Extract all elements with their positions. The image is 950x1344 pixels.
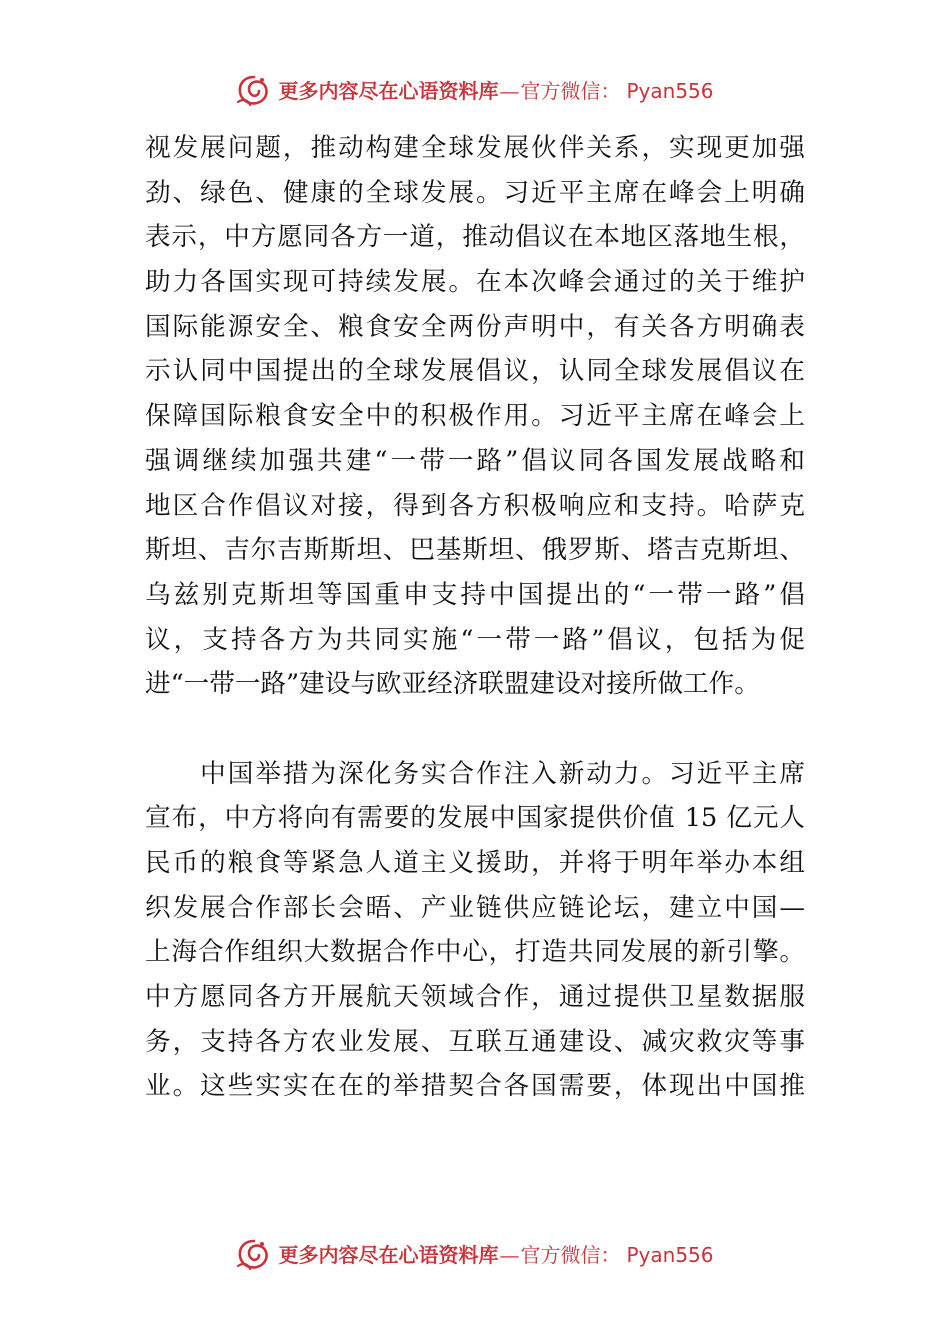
text-line: 表示，中方愿同各方一道，推动倡议在本地区落地生根， [145,222,805,253]
text-line: 务，支持各方农业发展、互联互通建设、减灾救灾等事 [145,1026,805,1057]
text-line: 示认同中国提出的全球发展倡议，认同全球发展倡议在 [145,356,805,387]
text-line: 保障国际粮食安全中的积极作用。习近平主席在峰会上 [145,401,805,432]
watermark-dash: — [499,1243,520,1267]
text-line: 地区合作倡议对接，得到各方积极响应和支持。哈萨克 [145,490,805,521]
text-line: 织发展合作部长会晤、产业链供应链论坛，建立中国— [145,892,805,923]
text-line: 斯坦、吉尔吉斯斯坦、巴基斯坦、俄罗斯、塔吉克斯坦、 [145,535,805,566]
text-line: 进“一带一路”建设与欧亚经济联盟建设对接所做工作。 [145,669,760,700]
text-line: 上海合作组织大数据合作中心，打造共同发展的新引擎。 [145,937,805,968]
watermark-label: 官方微信： [520,79,621,103]
footer-watermark [0,1238,950,1272]
text-line: 强调继续加强共建“一带一路”倡议同各国发展战略和 [145,445,805,476]
text-line: 助力各国实现可持续发展。在本次峰会通过的关于维护 [145,267,805,298]
watermark-label: 官方微信： [520,1243,621,1267]
text-line: 业。这些实实在在的举措契合各国需要，体现出中国推 [145,1071,805,1102]
text-line: 中国举措为深化务实合作注入新动力。习近平主席 [145,758,805,789]
text-line: 国际能源安全、粮食安全两份声明中，有关各方明确表 [145,311,805,342]
text-line: 劲、绿色、健康的全球发展。习近平主席在峰会上明确 [145,177,805,208]
document-body [145,126,805,1109]
text-line: 议，支持各方为共同实施“一带一路”倡议，包括为促 [145,624,805,655]
red-swirl-logo-icon [236,1238,272,1272]
header-watermark [0,74,950,108]
watermark-id: Pyan556 [626,79,714,103]
text-line: 乌兹别克斯坦等国重申支持中国提出的“一带一路”倡 [145,579,805,610]
text-line: 视发展问题，推动构建全球发展伙伴关系，实现更加强 [145,133,805,163]
watermark-id: Pyan556 [626,1243,714,1267]
text-line: 民币的粮食等紧急人道主义援助，并将于明年举办本组 [145,848,805,878]
paragraph [145,126,805,707]
watermark-brand: 更多内容尽在心语资料库 [278,79,499,103]
watermark-brand: 更多内容尽在心语资料库 [278,1243,499,1267]
red-swirl-logo-icon [236,74,272,108]
paragraph [145,752,805,1110]
watermark-dash: — [499,79,520,103]
text-line: 宣布，中方将向有需要的发展中国家提供价值 15 亿元人 [145,803,805,834]
text-line: 中方愿同各方开展航天领域合作，通过提供卫星数据服 [145,982,805,1013]
